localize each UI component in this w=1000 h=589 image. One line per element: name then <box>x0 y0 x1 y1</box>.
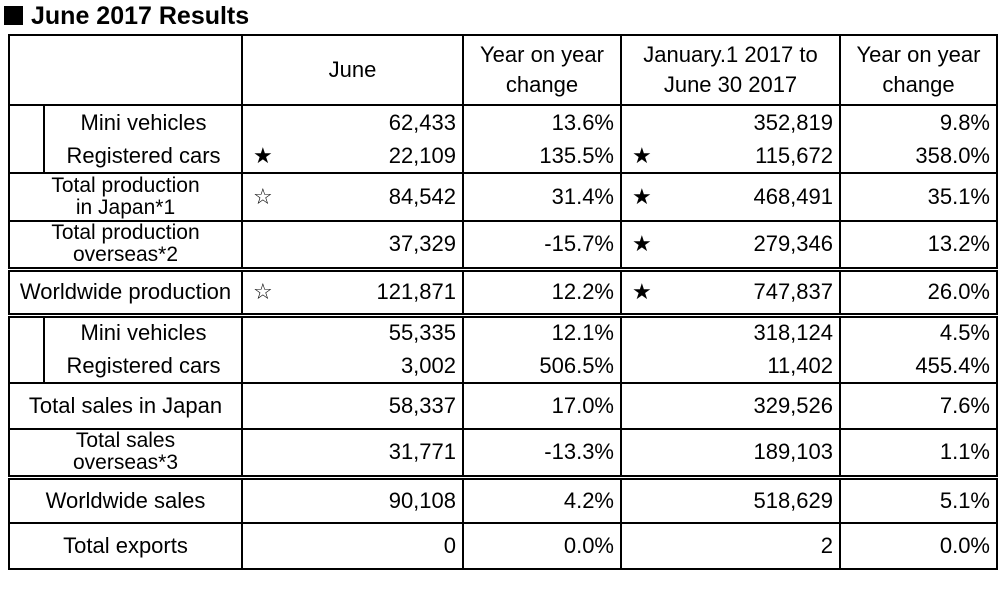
june-value: 55,335 <box>242 315 463 349</box>
june-value: ★ 22,109 <box>242 139 463 173</box>
star-mark: ☆ <box>253 184 273 209</box>
star-mark: ★ <box>632 184 652 209</box>
row-label: Mini vehicles <box>9 105 242 139</box>
yoy1-value: -15.7% <box>463 221 621 269</box>
yoy2-value: 1.1% <box>840 429 997 477</box>
row-label: Worldwide production <box>9 269 242 315</box>
ytd-value: 518,629 <box>621 477 840 523</box>
row-label: Total production overseas*2 <box>9 221 242 269</box>
square-bullet-icon <box>4 6 23 25</box>
table-row <box>9 221 997 269</box>
ytd-value: 352,819 <box>621 105 840 139</box>
row-label: Total sales in Japan <box>9 383 242 429</box>
june-value: 37,329 <box>242 221 463 269</box>
results-table <box>8 34 998 570</box>
table-row <box>9 523 997 569</box>
yoy1-value: 135.5% <box>463 139 621 173</box>
ytd-value: ★ 279,346 <box>621 221 840 269</box>
title-text: June 2017 Results <box>31 2 250 30</box>
row-label: Registered cars <box>9 139 242 173</box>
header-june: June <box>242 35 463 105</box>
yoy2-value: 0.0% <box>840 523 997 569</box>
star-mark: ★ <box>632 279 652 304</box>
yoy1-value: 12.2% <box>463 269 621 315</box>
june-value: 0 <box>242 523 463 569</box>
row-label: Total exports <box>9 523 242 569</box>
star-mark: ★ <box>632 142 652 168</box>
june-value: 58,337 <box>242 383 463 429</box>
header-yoy1: Year on year change <box>463 35 621 105</box>
row-label: Worldwide sales <box>9 477 242 523</box>
ytd-value: 11,402 <box>621 349 840 383</box>
ytd-value: 318,124 <box>621 315 840 349</box>
june-value: ☆ 84,542 <box>242 173 463 221</box>
yoy2-value: 35.1% <box>840 173 997 221</box>
header-row <box>9 35 997 105</box>
star-mark: ★ <box>253 142 273 168</box>
yoy1-value: 31.4% <box>463 173 621 221</box>
yoy2-value: 455.4% <box>840 349 997 383</box>
header-label-cell <box>9 35 242 105</box>
row-label: Registered cars <box>9 349 242 383</box>
table-row <box>9 105 997 139</box>
yoy1-value: -13.3% <box>463 429 621 477</box>
yoy1-value: 506.5% <box>463 349 621 383</box>
star-mark: ★ <box>632 231 652 257</box>
yoy2-value: 26.0% <box>840 269 997 315</box>
table-row <box>9 315 997 349</box>
table-row <box>9 383 997 429</box>
ytd-value: ★ 468,491 <box>621 173 840 221</box>
yoy1-value: 4.2% <box>463 477 621 523</box>
yoy2-value: 358.0% <box>840 139 997 173</box>
table-row <box>9 429 997 477</box>
table-row <box>9 477 997 523</box>
yoy1-value: 12.1% <box>463 315 621 349</box>
yoy2-value: 7.6% <box>840 383 997 429</box>
yoy2-value: 5.1% <box>840 477 997 523</box>
table-row <box>9 139 997 173</box>
row-label: Total production in Japan*1 <box>9 173 242 221</box>
ytd-value: 329,526 <box>621 383 840 429</box>
row-label: Total sales overseas*3 <box>9 429 242 477</box>
ytd-value: ★ 115,672 <box>621 139 840 173</box>
ytd-value: 2 <box>621 523 840 569</box>
yoy2-value: 13.2% <box>840 221 997 269</box>
table-row <box>9 269 997 315</box>
ytd-value: 189,103 <box>621 429 840 477</box>
header-ytd: January.1 2017 to June 30 2017 <box>621 35 840 105</box>
yoy2-value: 4.5% <box>840 315 997 349</box>
yoy1-value: 0.0% <box>463 523 621 569</box>
table-row <box>9 173 997 221</box>
yoy1-value: 17.0% <box>463 383 621 429</box>
table-row <box>9 349 997 383</box>
june-value: 90,108 <box>242 477 463 523</box>
june-value: 31,771 <box>242 429 463 477</box>
row-label: Mini vehicles <box>9 315 242 349</box>
star-mark: ☆ <box>253 279 273 304</box>
yoy1-value: 13.6% <box>463 105 621 139</box>
june-value: ☆ 121,871 <box>242 269 463 315</box>
header-yoy2: Year on year change <box>840 35 997 105</box>
page-title <box>4 0 249 32</box>
june-value: 62,433 <box>242 105 463 139</box>
ytd-value: ★ 747,837 <box>621 269 840 315</box>
june-value: 3,002 <box>242 349 463 383</box>
yoy2-value: 9.8% <box>840 105 997 139</box>
